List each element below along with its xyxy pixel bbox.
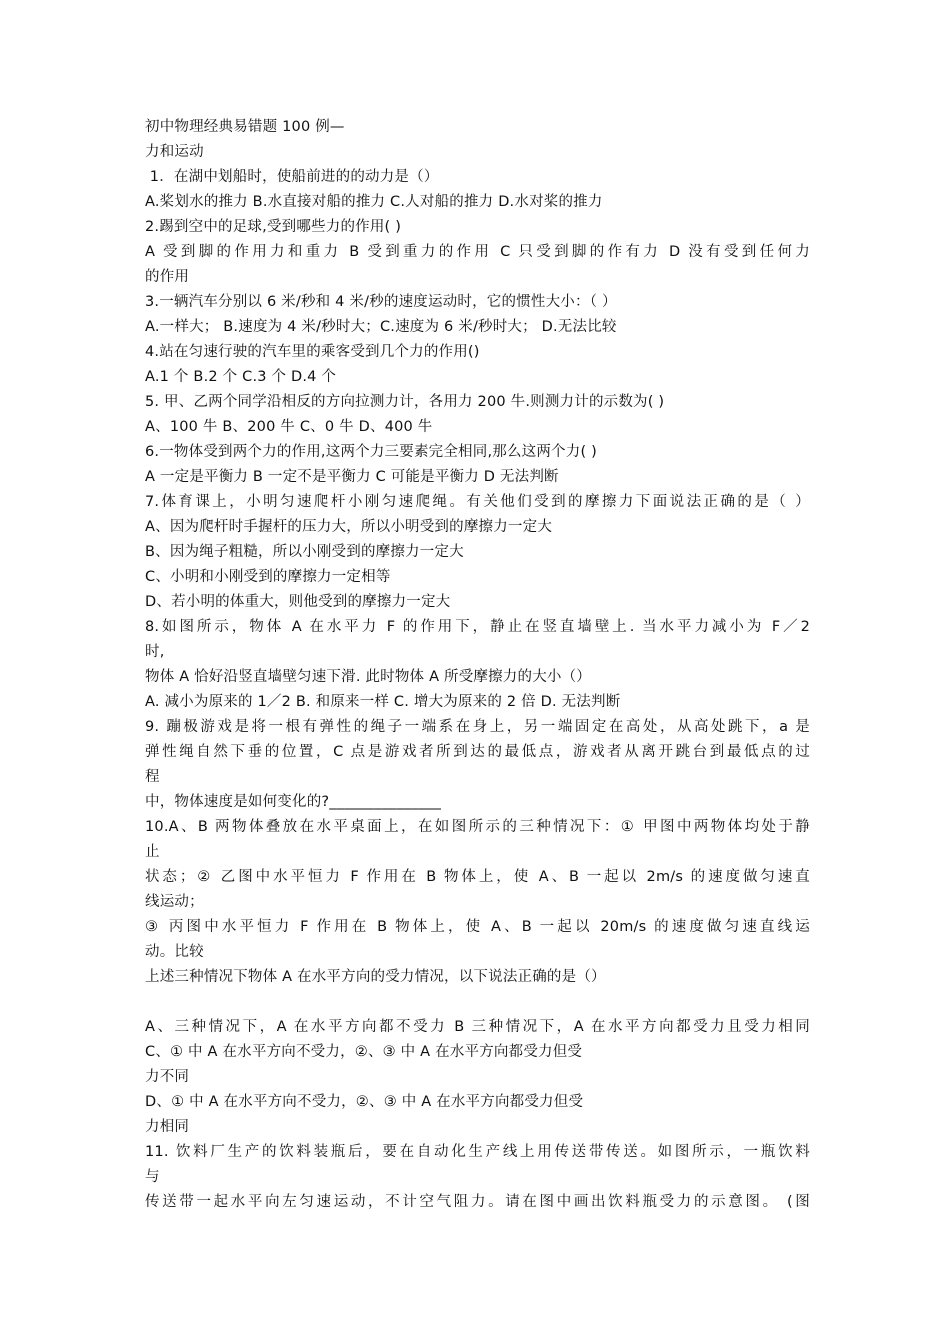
text-line: 线运动； [145, 894, 204, 910]
text-line: 中，物体速度是如何变化的?_______________ [145, 794, 442, 810]
text-line: 6.一物体受到两个力的作用,这两个力三要素完全相同,那么这两个力( ) [145, 444, 597, 460]
text-line: A.桨划水的推力 B.水直接对船的推力 C.人对船的推力 D.水对桨的推力 [145, 194, 603, 210]
text-line: 力相同 [145, 1119, 190, 1135]
text-line: 弹性绳自然下垂的位置，C 点是游戏者所到达的最低点，游戏者从离开跳台到最低点的过 [145, 744, 810, 760]
document-body [145, 115, 810, 1215]
document-title: 初中物理经典易错题 100 例— [145, 119, 345, 135]
text-line: 4.站在匀速行驶的汽车里的乘客受到几个力的作用() [145, 344, 480, 360]
text-line: 上述三种情况下物体 A 在水平方向的受力情况，以下说法正确的是（） [145, 969, 606, 985]
text-line: D、若小明的体重大，则他受到的摩擦力一定大 [145, 594, 451, 610]
text-line [145, 990, 810, 1015]
text-line: B、因为绳子粗糙，所以小刚受到的摩擦力一定大 [145, 544, 464, 560]
text-line: A 受到脚的作用力和重力 B 受到重力的作用 C 只受到脚的作有力 D 没有受到任何力 [145, 244, 810, 260]
text-line: 动。比较 [145, 944, 204, 960]
text-line: 物体 A 恰好沿竖直墙壁匀速下滑. 此时物体 A 所受摩擦力的大小（） [145, 669, 591, 685]
text-line: A. 减小为原来的 1／2 B. 和原来一样 C. 增大为原来的 2 倍 D. 无法判断 [145, 694, 621, 710]
text-line: 力不同 [145, 1069, 190, 1085]
text-line: A、因为爬杆时手握杆的压力大，所以小明受到的摩擦力一定大 [145, 519, 553, 535]
text-line: D、① 中 A 在水平方向不受力，②、③ 中 A 在水平方向都受力但受 [145, 1094, 584, 1110]
text-line: C、小明和小刚受到的摩擦力一定相等 [145, 569, 391, 585]
text-line: 5. 甲、乙两个同学沿相反的方向拉测力计，各用力 200 牛.则测力计的示数为( ) [145, 394, 665, 410]
text-line: 3.一辆汽车分别以 6 米/秒和 4 米/秒的速度运动时，它的惯性大小：（ ） [145, 294, 617, 310]
text-line: 10.A、B 两物体叠放在水平桌面上，在如图所示的三种情况下：① 甲图中两物体均处于静 [145, 819, 810, 835]
text-line: 8.如图所示，物体 A 在水平力 F 的作用下，静止在竖直墙壁上. 当水平力减小为 F／2 [145, 619, 810, 635]
text-line: 11. 饮料厂生产的饮料装瓶后，要在自动化生产线上用传送带传送。如图所示，一瓶饮料 [145, 1144, 810, 1160]
text-line: 程 [145, 769, 160, 785]
text-line: A、三种情况下，A 在水平方向都不受力 B 三种情况下，A 在水平方向都受力且受力相同 [145, 1019, 810, 1035]
text-line: C、① 中 A 在水平方向不受力，②、③ 中 A 在水平方向都受力但受 [145, 1044, 583, 1060]
text-line: 状态；② 乙图中水平恒力 F 作用在 B 物体上，使 A、B 一起以 2m/s 的速度做匀速直 [145, 869, 810, 885]
text-line: A.一样大； B.速度为 4 米/秒时大；C.速度为 6 米/秒时大； D.无法比较 [145, 319, 617, 335]
text-line: 2.踢到空中的足球,受到哪些力的作用( ) [145, 219, 402, 235]
text-line: 与 [145, 1169, 160, 1185]
text-line: A 一定是平衡力 B 一定不是平衡力 C 可能是平衡力 D 无法判断 [145, 469, 559, 485]
section-heading: 力和运动 [145, 144, 204, 160]
text-line: 9. 蹦极游戏是将一根有弹性的绳子一端系在身上，另一端固定在高处，从高处跳下，a 是 [145, 719, 810, 735]
text-line: ③ 丙图中水平恒力 F 作用在 B 物体上，使 A、B 一起以 20m/s 的速度做匀速直线运 [145, 919, 810, 935]
text-line: A、100 牛 B、200 牛 C、0 牛 D、400 牛 [145, 419, 433, 435]
text-line: 止 [145, 844, 160, 860]
text-line: 传送带一起水平向左匀速运动，不计空气阻力。请在图中画出饮料瓶受力的示意图。 (图 [145, 1194, 810, 1210]
text-line: A.1 个 B.2 个 C.3 个 D.4 个 [145, 369, 337, 385]
text-line: 7.体育课上，小明匀速爬杆小刚匀速爬绳。有关他们受到的摩擦力下面说法正确的是（ ） [145, 494, 810, 510]
text-line: 的作用 [145, 269, 190, 285]
text-line: 时, [145, 644, 165, 660]
text-line: 1．在湖中划船时，使船前进的的动力是（） [145, 169, 439, 185]
question-text-block [145, 165, 810, 1215]
